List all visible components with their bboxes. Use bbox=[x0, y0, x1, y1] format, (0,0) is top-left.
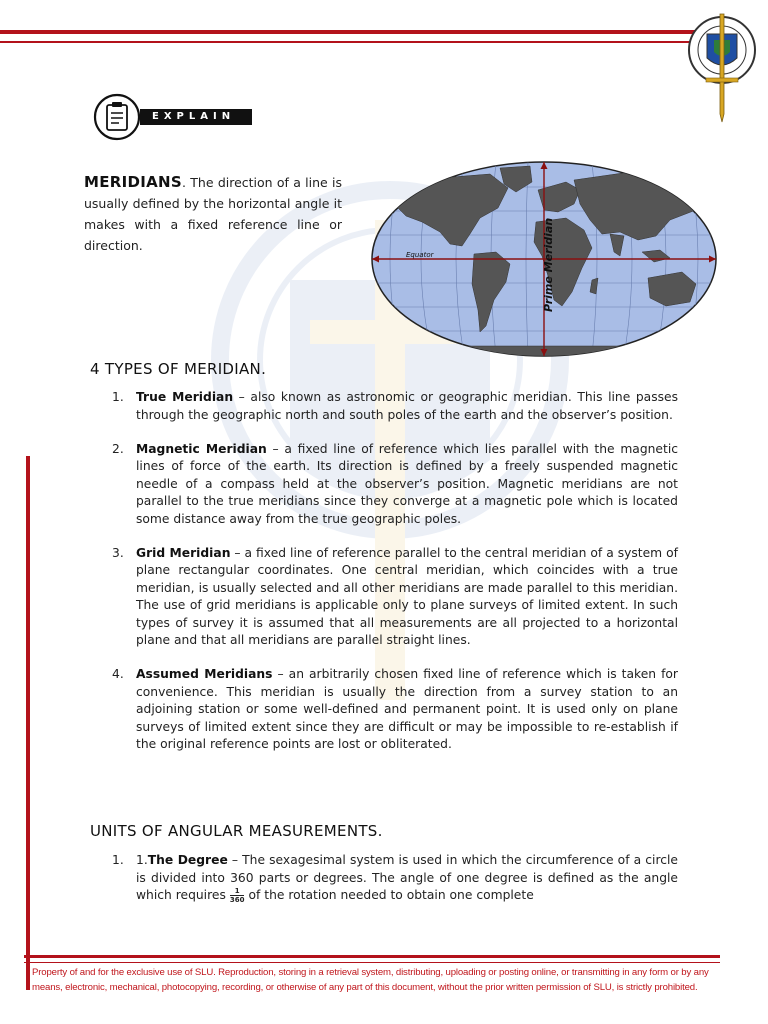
section-title-meridian-types: 4 TYPES OF MERIDIAN. bbox=[90, 360, 267, 378]
list-item-number: 3. bbox=[112, 545, 124, 560]
intro-text: . The direction of a line is usually defined by the horizontal angle it makes with a fixed reference line or direction. bbox=[84, 175, 342, 253]
list-item-body bbox=[136, 545, 678, 650]
fraction-numerator: 1 bbox=[234, 887, 240, 895]
explain-label: EXPLAIN bbox=[140, 109, 252, 125]
list-item-term: Magnetic Meridian bbox=[136, 441, 267, 456]
list-item bbox=[112, 441, 678, 529]
list-item-body bbox=[136, 852, 678, 905]
meridian-types-list bbox=[112, 389, 678, 754]
list-item-text: – an arbitrarily chosen fixed line of reference which is taken for convenience. This meridian is usually the direction from a survey station to an adjoining station or some well-defined and permanent point. It is used only on plane surveys of limited extent since they are difficult or may be impossible to re-establish if the original reference points are lost or obliterated. bbox=[136, 667, 678, 751]
list-item-term: True Meridian bbox=[136, 390, 234, 404]
angular-units-list bbox=[112, 852, 678, 905]
list-item bbox=[112, 545, 678, 650]
equator-label: Equator bbox=[406, 251, 434, 259]
list-item-body bbox=[136, 441, 678, 529]
section-title-angular-units: UNITS OF ANGULAR MEASUREMENTS. bbox=[90, 822, 383, 840]
list-item-term: Assumed Meridians bbox=[136, 667, 273, 681]
clipboard-icon bbox=[92, 92, 142, 142]
list-item bbox=[112, 666, 678, 754]
list-item-number: 1. bbox=[112, 390, 124, 404]
list-item-number: 2. bbox=[112, 441, 124, 456]
list-item-text: – a fixed line of reference parallel to the central meridian of a system of plane rectangular coordinates. One central meridian, which coincides with a true meridian, is usually selected and all other meridians are made parallel to this meridian. The use of grid meridians is applicable only to plane surveys of limited extent. In such types of survey it is assumed that all measurements are all projected to a horizontal plane and that all meridians are parallel straight lines. bbox=[136, 545, 678, 647]
list-item-text: – a fixed line of reference which lies parallel with the magnetic lines of force of the earth. Its direction is defined by a freely suspended magnetic needle of a compass held at the observer’s position. Magnetic meridians are not parallel to the true meridians since they converge at a magnetic pole which is located some distance away from the true geographic poles. bbox=[136, 441, 678, 526]
list-item-term: Grid Meridian bbox=[136, 545, 231, 560]
fraction bbox=[230, 887, 245, 904]
header-rule-thick bbox=[0, 30, 700, 34]
list-item-number: 1. bbox=[112, 853, 124, 867]
list-item bbox=[112, 852, 678, 905]
footer-rule-thick bbox=[24, 955, 720, 958]
intro-term: MERIDIANS bbox=[84, 173, 183, 191]
university-seal-logo-icon bbox=[682, 10, 764, 128]
prime-meridian-label: Prime Meridian bbox=[542, 217, 555, 312]
copyright-footer: Property of and for the exclusive use of SLU. Reproduction, storing in a retrieval system, distributing, uploading or posting online, or transmitting in any form or by any means, electronic, mechanical, photocopying, recording, or otherwise of any part of this document, without the prior written permission of SLU, is strictly prohibited. bbox=[32, 967, 709, 993]
list-item-text: – also known as astronomic or geographic meridian. This line passes through the geographic north and south poles of the earth and the observer’s position. bbox=[136, 390, 679, 422]
list-item-body bbox=[136, 389, 678, 424]
header-rule-thin bbox=[0, 41, 690, 43]
intro-paragraph bbox=[84, 172, 342, 256]
fraction-denominator: 360 bbox=[229, 896, 245, 904]
list-item-body bbox=[136, 666, 678, 754]
list-item-prefix: 1. bbox=[136, 853, 148, 867]
list-item-term: The Degree bbox=[147, 853, 228, 867]
list-item-text: – The sexagesimal system is used in which the circumference of a circle is divided into 360 parts or degrees. The angle of one degree is defined as the angle which requires bbox=[136, 853, 678, 902]
list-item-number: 4. bbox=[112, 667, 124, 681]
list-item-text-continued: of the rotation needed to obtain one complete bbox=[248, 888, 534, 902]
left-margin-rule bbox=[26, 456, 30, 990]
list-item bbox=[112, 389, 678, 424]
world-map-figure bbox=[370, 160, 718, 358]
footer-rule-thin bbox=[24, 962, 720, 963]
